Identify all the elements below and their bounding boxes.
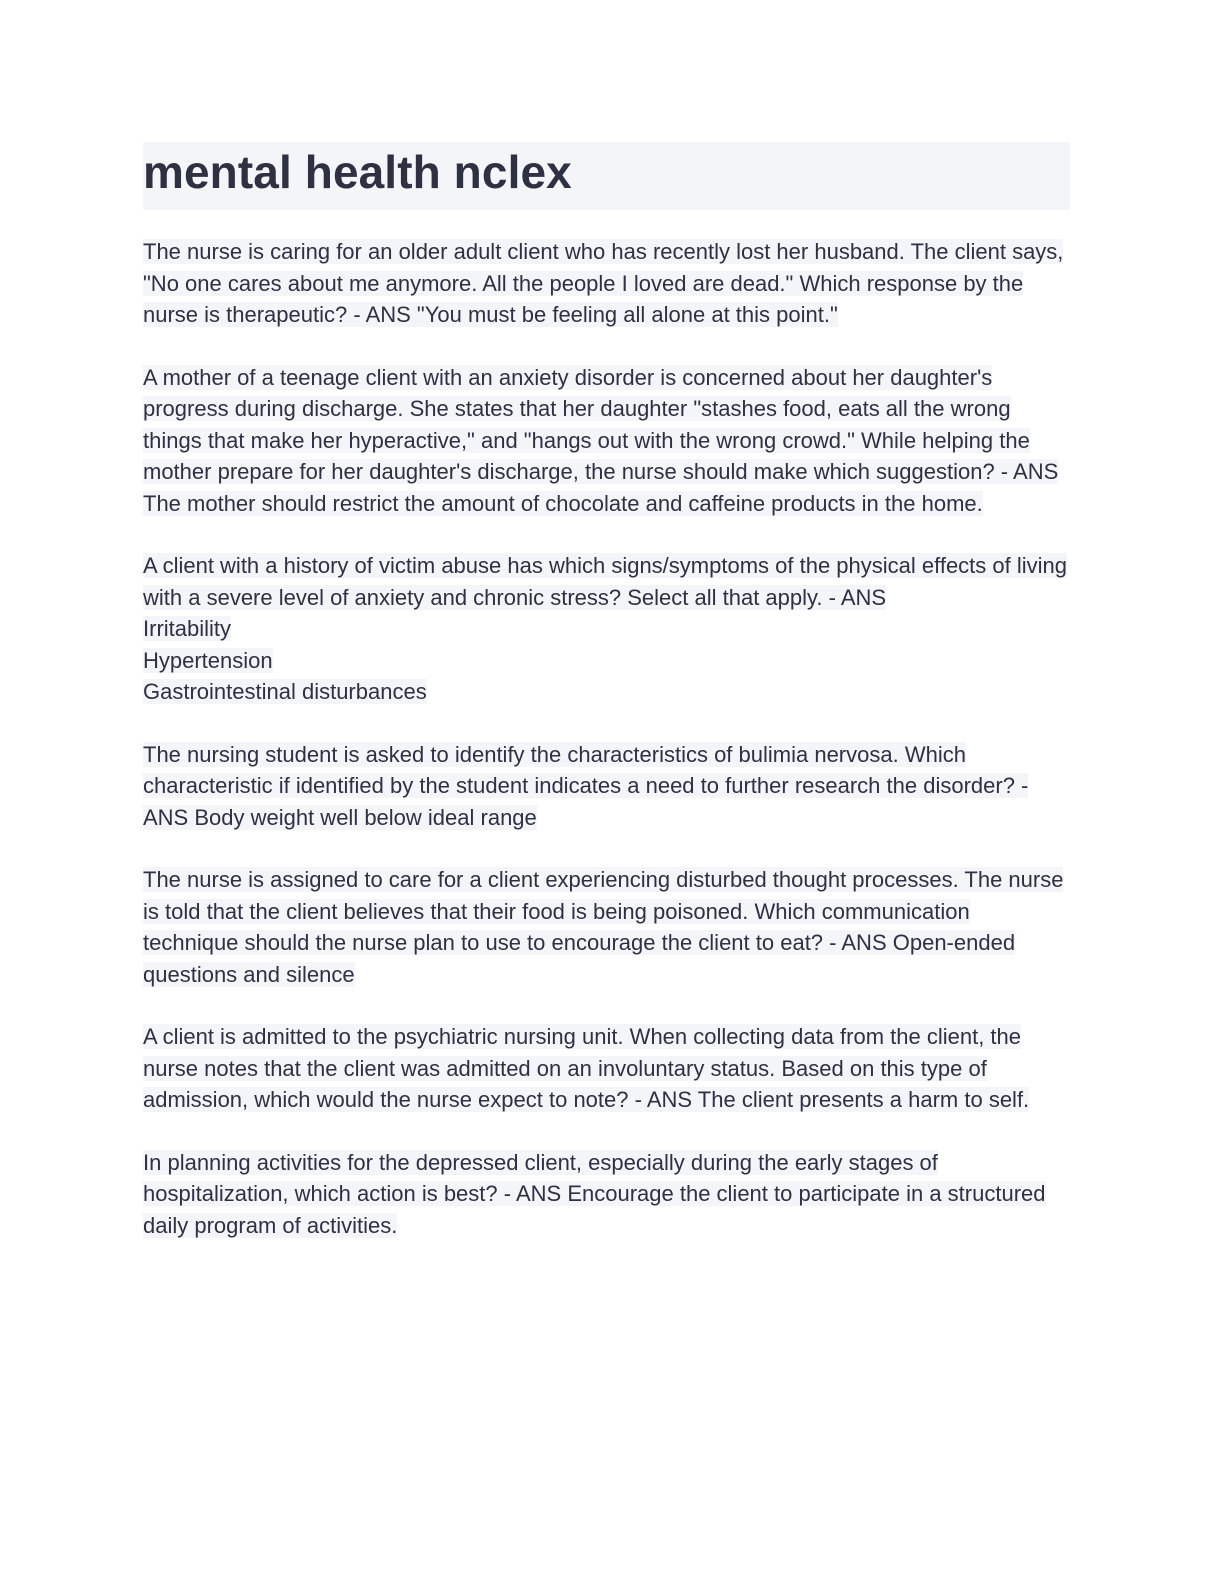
qa-answer-text: Gastrointestinal disturbances (143, 679, 427, 704)
document-title: mental health nclex (143, 146, 572, 198)
qa-item-text: In planning activities for the depressed client, especially during the early stages of hospitalization, which action is best? - ANS Encourage the client to participate in a structured daily program of activities. (143, 1149, 1046, 1238)
qa-item-7 (143, 1147, 1070, 1242)
qa-answer-text: Hypertension (143, 647, 273, 673)
qa-item-text: The nurse is assigned to care for a client experiencing disturbed thought processes. The nurse is told that the client believes that their food is being poisoned. Which communication technique should the nurse plan to use to encourage the client to eat? - ANS Open-ended questions and silence (143, 867, 1064, 987)
document-page (143, 142, 1070, 1272)
qa-item-text: A client is admitted to the psychiatric nursing unit. When collecting data from the client, the nurse notes that the client was admitted on an involuntary status. Based on this type of admission, which would the nurse expect to note? - ANS The client presents a harm to self. (143, 1024, 1030, 1112)
qa-item-1 (143, 236, 1070, 331)
qa-answer-line (143, 613, 1070, 645)
qa-item-text: A client with a history of victim abuse has which signs/symptoms of the physical effects of living with a severe level of anxiety and chronic stress? Select all that apply. - ANS (143, 553, 1067, 610)
qa-item-5 (143, 864, 1070, 990)
qa-answer-text: Irritability (143, 616, 232, 641)
qa-list (143, 236, 1070, 1241)
qa-item-text: A mother of a teenage client with an anxiety disorder is concerned about her daughter's progress during discharge. She states that her daughter "stashes food, eats all the wrong things that make her hyperactive," and "hangs out with the wrong crowd." While helping the mother prepare for her daughter's discharge, the nurse should make which suggestion? - ANS The mother should restrict the amount of chocolate and caffeine products in the home. (143, 364, 1059, 516)
title-band (143, 142, 1070, 210)
qa-item-text: The nursing student is asked to identify the characteristics of bulimia nervosa. Which characteristic if identified by the student indicates a need to further research the disorder? - ANS Body weight well below ideal range (143, 741, 1029, 830)
qa-item-4 (143, 739, 1070, 834)
qa-item-3 (143, 550, 1070, 708)
qa-answer-line (143, 676, 1070, 708)
qa-answer-line (143, 645, 1070, 677)
qa-item-text: The nurse is caring for an older adult client who has recently lost her husband. The client says, "No one cares about me anymore. All the people I loved are dead." Which response by the nurse is therapeutic? - ANS "You must be feeling all alone at this point." (143, 239, 1064, 327)
qa-item-2 (143, 362, 1070, 520)
qa-item-6 (143, 1021, 1070, 1116)
